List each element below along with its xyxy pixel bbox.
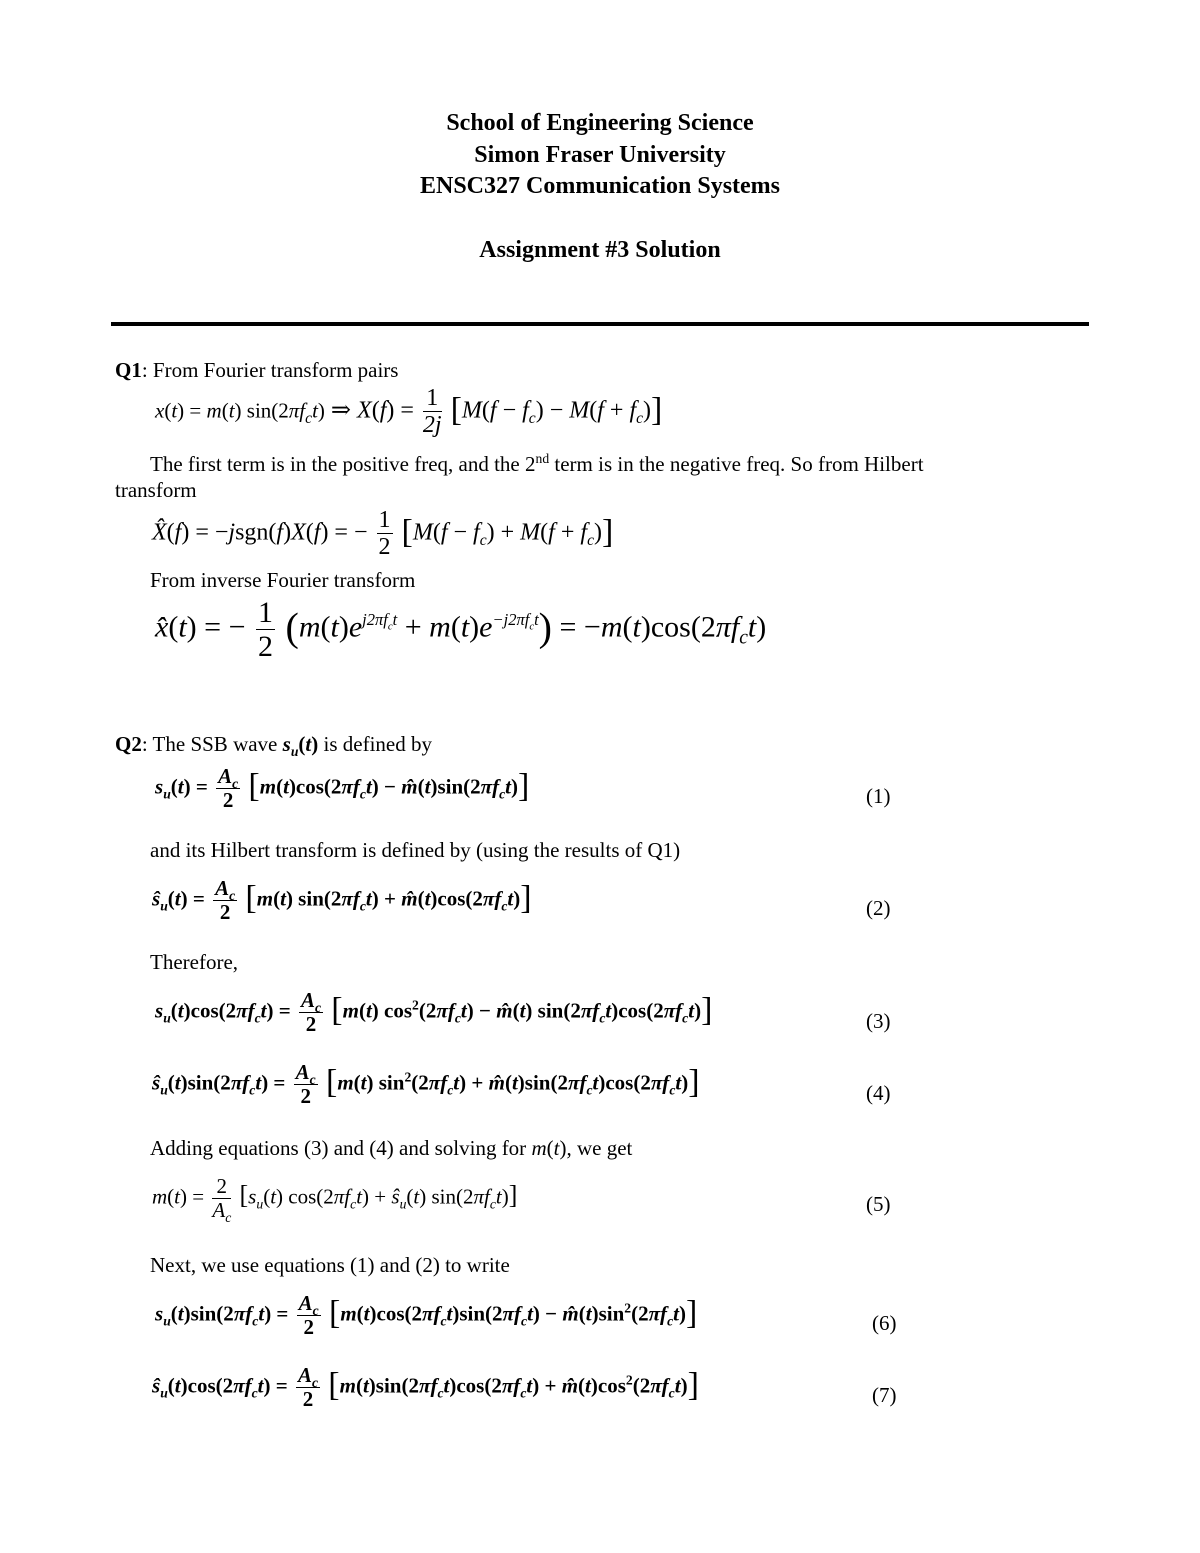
adding-text-a: Adding equations (3) and (4) and solving for [150,1136,527,1160]
q1-equation-1: x(t) = m(t) $\sin(2\pi f_ct)$ ⇒ X(f) = $\frac{1}{2j}$ $[M(f - f_c) - M(f + f_c)]$ [155,385,663,439]
q1-label: Q1 [115,358,142,382]
q1-intro [115,358,398,383]
equation-number-1: (1) [866,784,891,808]
q1-para1-text-b: term is in the negative freq. So from Hilbert [549,452,924,476]
q1-para1-sup: nd [535,451,550,466]
course-title: ENSC327 Communication Systems [419,173,781,199]
equation-number-7: (7) [872,1383,897,1407]
school-title: School of Engineering Science [446,110,754,136]
equation-number-6: (6) [872,1311,897,1335]
q2-intro-end: is defined by [323,732,432,756]
adding-text-b: , we get [566,1136,633,1160]
equation-number-4: (4) [866,1081,891,1105]
equation-6: $s_u(t)\sin(2\pi f_ct)$ = $\frac{A_c}{2}$ [$m(t)\cos(2\pi f_ct)\sin(2\pi f_ct)$ − $m̂(t)\sin^2(2\pi f_ct)$] [155,1291,698,1340]
q2-label: Q2 [115,732,142,756]
therefore-text: Therefore, [150,950,239,974]
q2-intro-text: : The SSB wave [141,732,278,756]
horizontal-rule [111,322,1089,326]
equation-4: $ŝ_u(t)\sin(2\pi f_ct)$ = $\frac{A_c}{2}$ [m(t) $\sin^2(2\pi f_ct)$ + $m̂(t)\sin(2\pi f_ct)\cos(2\pi f_ct)$] [152,1060,700,1109]
equation-3: $s_u(t)\cos(2\pi f_ct)$ = $\frac{A_c}{2}$ [m(t) $\cos^2(2\pi f_ct)$ − m̂(t) $\sin(2\pi f_ct)\cos(2\pi f_ct)$] [155,988,713,1037]
equation-1: $s_u(t)$ = $\frac{A_c}{2}$ [$m(t)\cos(2\pi f_ct)$ − $m̂(t)\sin(2\pi f_ct)$] [155,764,530,813]
equation-number-5: (5) [866,1192,891,1216]
q1-equation-3: x̂(t) = − $\frac{1}{2}$ $(m(t)e^{j2\pi f_ct} + m(t)e^{-j2\pi f_ct}) = -m(t)\cos(2\pi f_ct)$ [155,596,767,663]
q2-hilbert-text: and its Hilbert transform is defined by (using the results of Q1) [150,838,681,862]
q2-intro: Q2: The SSB wave $s_u(t)$ is defined by [115,732,432,760]
equation-2: $ŝ_u(t)$ = $\frac{A_c}{2}$ [m(t) $\sin(2\pi f_ct)$ + $m̂(t)\cos(2\pi f_ct)$] [152,876,532,925]
equation-7: $ŝ_u(t)\cos(2\pi f_ct)$ = $\frac{A_c}{2}$ [$m(t)\sin(2\pi f_ct)\cos(2\pi f_ct)$ + $m̂(t)\cos^2(2\pi f_ct)$] [152,1363,699,1412]
equation-number-2: (2) [866,896,891,920]
equation-number-3: (3) [866,1009,891,1033]
adding-text: Adding equations (3) and (4) and solving for m(t), we get [150,1136,633,1160]
next-text: Next, we use equations (1) and (2) to write [150,1253,510,1277]
equation-5: m(t) = $\frac{2}{A_c}$ [$s_u(t) \cos(2\pi f_ct)$ + $ŝ_u(t)$ $\sin(2\pi f_ct)$] [152,1174,518,1226]
university-title: Simon Fraser University [474,142,726,168]
q1-para2: From inverse Fourier transform [150,568,416,592]
q1-para1-text-a: The first term is in the positive freq, and the 2 [150,452,536,476]
q1-para1 [150,452,924,477]
assignment-title: Assignment #3 Solution [479,237,721,263]
q1-para1-continued: transform [115,478,197,502]
q1-intro-text: : From Fourier transform pairs [141,358,399,382]
q1-equation-2: X̂(f) = −jsgn(f)X(f) = − $\frac{1}{2}$ $[M(f - f_c) + M(f + f_c)]$ [152,507,614,561]
